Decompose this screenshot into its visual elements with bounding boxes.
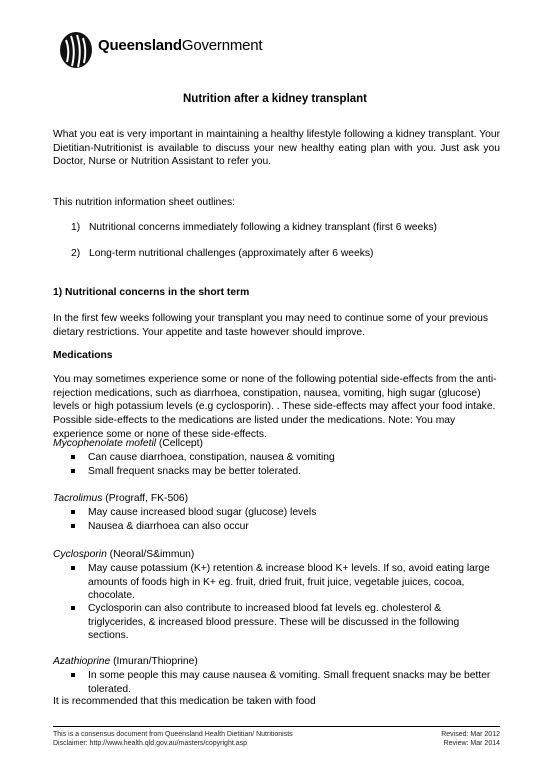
footer-revised: Revised: Mar 2012	[441, 731, 500, 738]
medications-paragraph: You may sometimes experience some or none of the following potential side-effects from the anti-rejection medications, such as diarrhoea, constipation, nausea, vomiting, high sugar (glucose) levels or high potassium levels (e.g cyclosporin). . These side-effects may affect your food intake. Possible side-effects to the medications are listed under the medications. Note: You may experience some or none of these side-effects.	[53, 374, 497, 440]
footer-disclaimer[interactable]: Disclaimer: http://www.health.qld.gov.au/masters/copyright.asp	[53, 740, 248, 747]
footer-consensus: This is a consensus document from Queensland Health Dietitian/ Nutritionists	[53, 731, 293, 738]
drug-name: Mycophenolate mofetil	[53, 438, 157, 449]
outline-text: Nutritional concerns immediately following a kidney transplant (first 6 weeks)	[89, 222, 437, 233]
queensland-government-logo	[58, 30, 263, 70]
drug-brand: (Prograff, FK-506)	[102, 493, 189, 504]
logo-wordmark: QueenslandGovernment	[98, 37, 263, 54]
footer-line-1	[53, 731, 500, 738]
footer-divider	[53, 726, 500, 727]
medications-heading: Medications	[53, 350, 113, 361]
list-item: Nausea & diarrhoea can also occur	[71, 520, 501, 534]
list-item: Cyclosporin can also contribute to increased blood fat levels eg. cholesterol & triglycerides, & increased blood pressure. These will be discussed in the following sections.	[71, 602, 501, 643]
drug-brand: (Cellcept)	[156, 438, 203, 449]
drug-name: Azathioprine	[53, 656, 111, 667]
list-item: May cause potassium (K+) retention & increase blood K+ levels. If so, avoid eating large amounts of foods high in K+ eg. fruit, dried fruit, fruit juice, vegetable juices, cocoa, chocolate.	[71, 562, 501, 603]
drug-name: Tacrolimus	[53, 493, 103, 504]
drug-cyclosporin	[53, 549, 194, 560]
drug-azathioprine	[53, 656, 198, 667]
drug-mycophenolate	[53, 438, 203, 449]
medication-closing-note: It is recommended that this medication be taken with food	[53, 696, 316, 707]
section-heading-short-term: 1) Nutritional concerns in the short term	[53, 287, 250, 298]
outline-text: Long-term nutritional challenges (approximately after 6 weeks)	[89, 248, 374, 259]
qld-crest-icon	[58, 30, 94, 70]
intro-paragraph: What you eat is very important in maintaining a healthy lifestyle following a kidney transplant. Your Dietitian-Nutritionist is available to discuss your new healthy eating plan with you. Just ask you Doctor, Nurse or Nutrition Assistant to refer you.	[53, 129, 500, 168]
drug-brand: (Imuran/Thioprine)	[110, 656, 198, 667]
outline-number: 2)	[71, 248, 81, 259]
list-item: May cause increased blood sugar (glucose) levels	[71, 506, 501, 520]
footer-line-2	[53, 740, 500, 747]
short-term-paragraph: In the first few weeks following your transplant you may need to continue some of your previous dietary restrictions. Your appetite and taste however should improve.	[53, 313, 488, 338]
drug-tacrolimus	[53, 493, 188, 504]
document-title: Nutrition after a kidney transplant	[182, 93, 368, 105]
list-item: Can cause diarrhoea, constipation, nausea & vomiting	[71, 451, 501, 465]
list-item: Small frequent snacks may be better tolerated.	[71, 465, 501, 479]
drug-name: Cyclosporin	[53, 549, 107, 560]
outline-intro: This nutrition information sheet outlines:	[53, 197, 236, 208]
footer-review: Review: Mar 2014	[443, 740, 500, 747]
list-item: In some people this may cause nausea & vomiting. Small frequent snacks may be better tolerated.	[71, 669, 501, 696]
drug-brand: (Neoral/S&immun)	[106, 549, 195, 560]
outline-number: 1)	[71, 222, 81, 233]
